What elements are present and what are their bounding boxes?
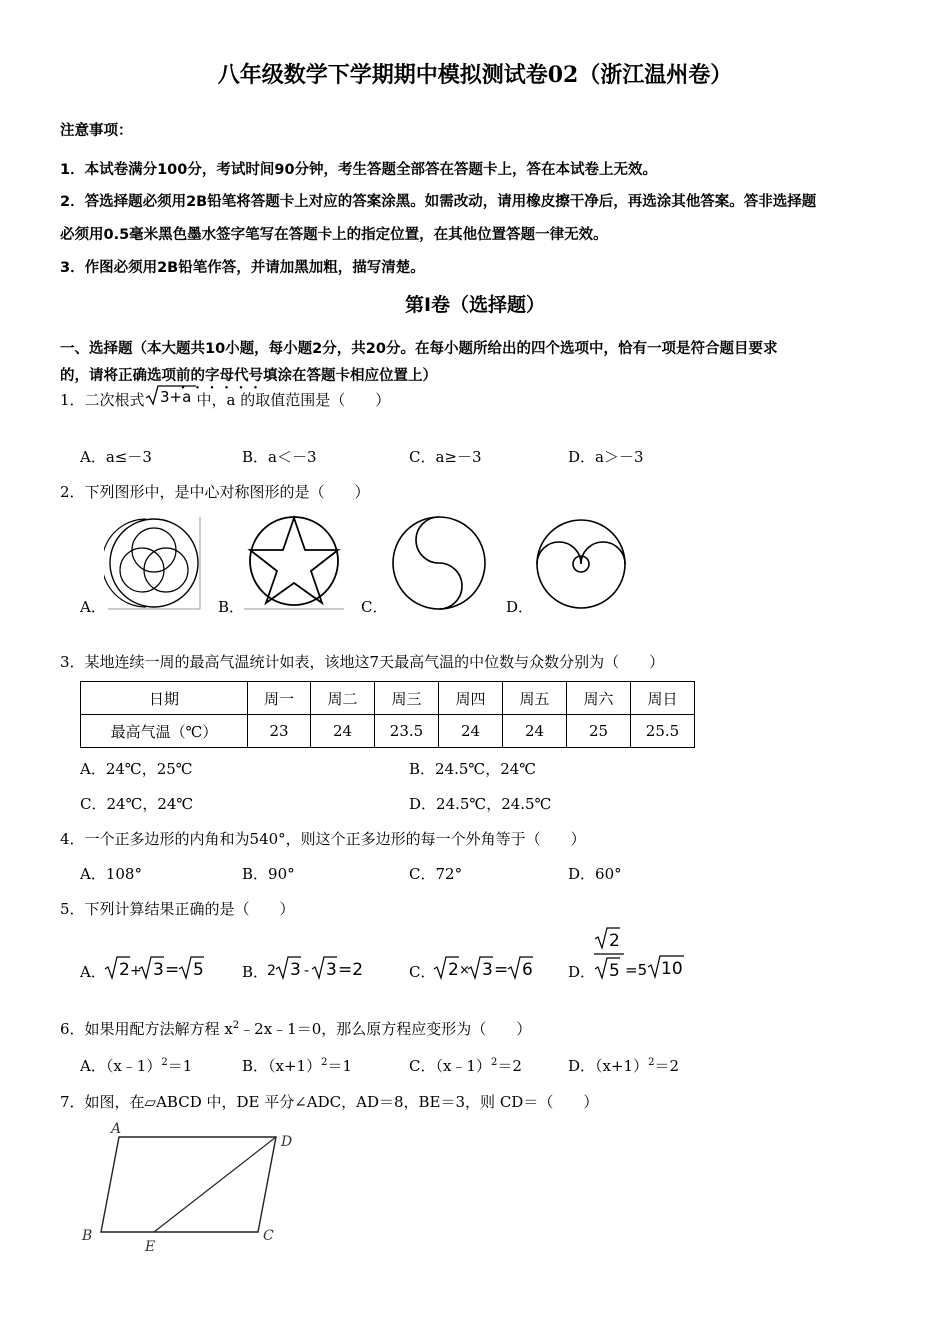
svg-text:3: 3: [153, 960, 164, 980]
q4-option-d[interactable]: D．60°: [568, 865, 622, 883]
notice-item-2-cont: 必须用0.5毫米黑色墨水签字笔写在答题卡上的指定位置，在其他位置答题一律无效。: [60, 227, 608, 243]
q2-option-c[interactable]: C．: [361, 598, 388, 616]
figure-star-circle: [242, 513, 346, 613]
notice-item-2: 2．答选择题必须用2B铅笔将答题卡上对应的答案涂黑。如需改动，请用橡皮擦干净后，再选涂其他答案。答非选择题: [60, 194, 817, 210]
q5-option-b[interactable]: B．: [242, 963, 269, 981]
sqrt-radical: [145, 384, 197, 410]
table-cell: 日期: [81, 682, 248, 715]
table-cell: 周一: [248, 682, 311, 715]
section-title: 第Ⅰ卷（选择题）: [404, 294, 546, 316]
table-cell: 周五: [503, 682, 567, 715]
svg-text:×: ×: [459, 963, 470, 978]
question-3: 3．某地连续一周的最高气温统计如表，该地这7天最高气温的中位数与众数分别为（ ）: [60, 653, 665, 671]
temperature-table: [80, 681, 695, 748]
svg-text:2: 2: [609, 931, 620, 951]
svg-text:=2: =2: [338, 960, 364, 980]
q6-option-a[interactable]: A．（x﹣1）$^2$＝1: [80, 1057, 193, 1075]
table-header-row: [81, 682, 695, 715]
q2-option-a[interactable]: A．: [80, 598, 106, 616]
figure-three-arcs-circle: [104, 515, 204, 613]
q2-option-b[interactable]: B．: [218, 598, 245, 616]
table-cell: 25.5: [631, 715, 695, 748]
part-one-instructions: 一、选择题（本大题共10小题，每小题2分，共20分。在每小题所给出的四个选项中，恰有一项是符合题目要求: [60, 341, 778, 357]
table-cell: 周三: [375, 682, 439, 715]
table-cell: 周六: [567, 682, 631, 715]
svg-text:6: 6: [522, 960, 533, 980]
q5-option-d[interactable]: D．: [568, 963, 596, 981]
table-cell: 周日: [631, 682, 695, 715]
q5-expression-b: [266, 952, 376, 982]
sqrt-radicand: 3+a: [159, 388, 191, 406]
table-cell: 23.5: [375, 715, 439, 748]
q3-option-c[interactable]: C．24℃，24℃: [80, 795, 194, 813]
svg-text:=: =: [494, 960, 509, 980]
page-title: 八年级数学下学期期中模拟测试卷02（浙江温州卷）: [217, 62, 733, 88]
table-cell: 最高气温（℃）: [81, 715, 248, 748]
svg-text:-: -: [304, 963, 310, 979]
vertex-label-c: C: [263, 1228, 274, 1244]
q6-option-c[interactable]: C．（x﹣1）$^2$＝2: [409, 1057, 522, 1075]
table-cell: 24: [503, 715, 567, 748]
q3-option-a[interactable]: A．24℃，25℃: [80, 760, 193, 778]
table-cell: 24: [439, 715, 503, 748]
svg-text:+: +: [130, 963, 142, 979]
q5-expression-c: [433, 952, 543, 982]
svg-text:10: 10: [661, 959, 683, 979]
svg-text:3: 3: [326, 960, 337, 980]
q5-expression-a: [104, 952, 214, 982]
emphasis-text: 前的字母代号: [176, 368, 263, 384]
figure-heart-circle: [535, 518, 627, 610]
svg-text:2: 2: [267, 963, 276, 979]
table-cell: 23: [248, 715, 311, 748]
notice-heading: 注意事项：: [60, 123, 133, 139]
svg-text:=: =: [165, 960, 180, 980]
q1-option-d[interactable]: D．a＞－3: [568, 448, 644, 466]
table-cell: 25: [567, 715, 631, 748]
vertex-label-a: A: [111, 1121, 122, 1137]
question-5: 5．下列计算结果正确的是（ ）: [60, 900, 295, 918]
question-7: 7．如图，在▱ABCD 中，DE 平分∠ADC，AD＝8，BE＝3，则 CD＝（ ）: [60, 1093, 599, 1111]
svg-text:5: 5: [193, 960, 204, 980]
vertex-label-e: E: [145, 1239, 156, 1255]
question-2: 2．下列图形中，是中心对称图形的是（ ）: [60, 483, 370, 501]
q3-option-b[interactable]: B．24.5℃，24℃: [409, 760, 537, 778]
figure-yin-yang: [389, 513, 489, 613]
q1-option-b[interactable]: B．a＜－3: [242, 448, 317, 466]
q6-option-b[interactable]: B．$(x+1)^2=1$: [242, 1057, 353, 1075]
svg-text:=5: =5: [625, 961, 648, 979]
vertex-label-b: B: [82, 1228, 93, 1244]
q1-option-c[interactable]: C．a≥－3: [409, 448, 482, 466]
svg-text:2: 2: [119, 960, 130, 980]
q5-option-a[interactable]: A．: [80, 963, 106, 981]
table-cell: 周四: [439, 682, 503, 715]
parallelogram-figure: [74, 1115, 314, 1260]
table-cell: 周二: [311, 682, 375, 715]
svg-text:5: 5: [609, 961, 620, 981]
vertex-label-d: D: [281, 1134, 293, 1150]
notice-item-3: 3．作图必须用2B铅笔作答，并请加黑加粗，描写清楚。: [60, 260, 425, 276]
q4-option-c[interactable]: C．72°: [409, 865, 463, 883]
q6-option-d[interactable]: D．$(x+1)^2=2$: [568, 1057, 680, 1075]
q5-option-c[interactable]: C．: [409, 963, 436, 981]
table-cell: 24: [311, 715, 375, 748]
q4-option-a[interactable]: A．108°: [80, 865, 142, 883]
question-4: 4．一个正多边形的内角和为540°，则这个正多边形的每一个外角等于（ ）: [60, 830, 586, 848]
question-1: 1．二次根式 3+a 中，a 的取值范围是（ ）: [60, 388, 390, 414]
svg-text:3: 3: [290, 960, 301, 980]
svg-text:3: 3: [482, 960, 493, 980]
question-6: 6．如果用配方法解方程 $x^2﹣2x﹣1=0$，那么原方程应变形为（ ）: [60, 1020, 532, 1038]
table-row: [81, 715, 695, 748]
q5-expression-d: [592, 927, 702, 983]
svg-text:2: 2: [448, 960, 459, 980]
q1-option-a[interactable]: A．a≤－3: [80, 448, 152, 466]
part-one-instructions-cont: 的，请将正确选项前的字母代号填涂在答题卡相应位置上）: [60, 368, 437, 384]
q4-option-b[interactable]: B．90°: [242, 865, 295, 883]
q2-option-d[interactable]: D．: [506, 598, 534, 616]
q3-option-d[interactable]: D．24.5℃，24.5℃: [409, 795, 552, 813]
notice-item-1: 1．本试卷满分100分，考试时间90分钟，考生答题全部答在答题卡上，答在本试卷上无效。: [60, 162, 658, 178]
